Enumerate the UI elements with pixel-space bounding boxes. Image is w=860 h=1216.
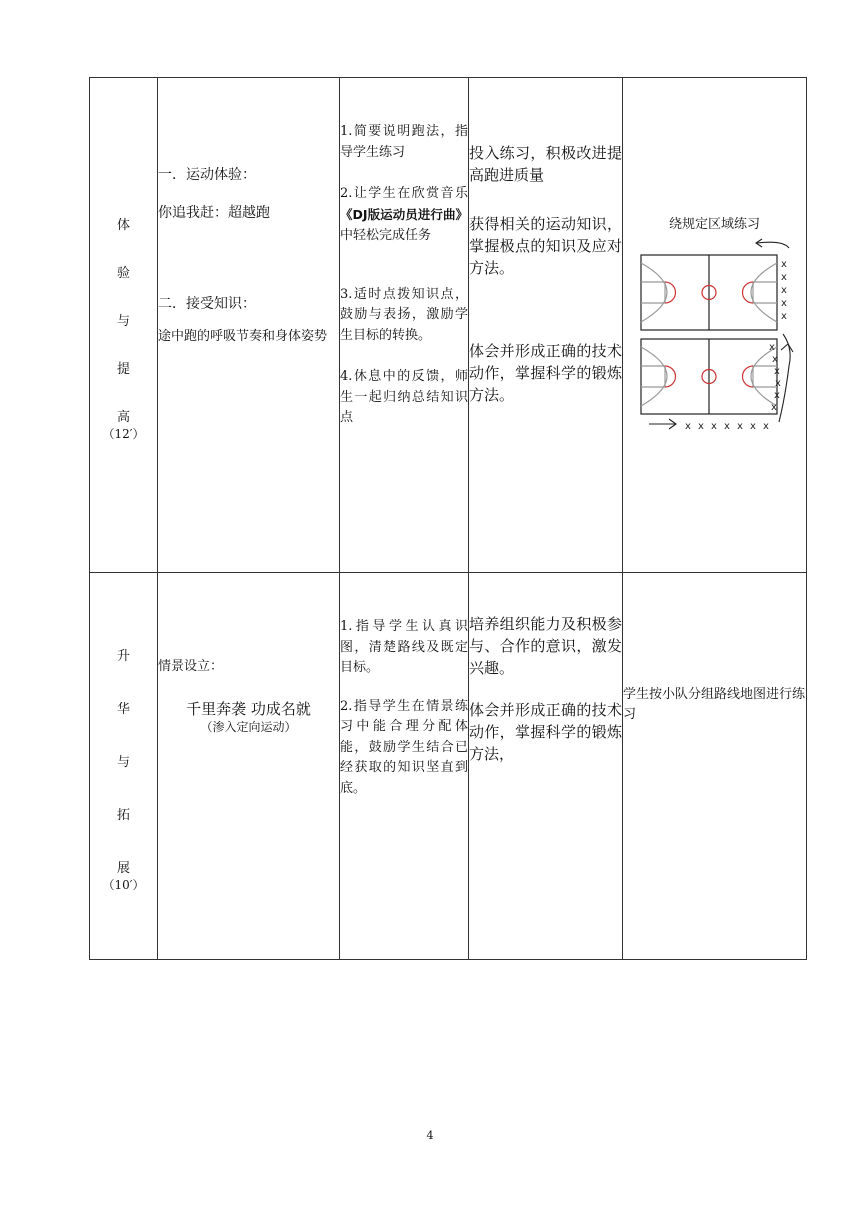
svg-text:x: x — [781, 298, 787, 309]
svg-text:x: x — [750, 421, 756, 432]
scenario-title: 千里奔袭 功成名就 — [186, 700, 311, 718]
section-heading: 情景设立： — [158, 659, 224, 674]
court-diagram — [631, 238, 801, 460]
content-cell — [158, 573, 340, 960]
student-goal: 体会并形成正确的技术动作，掌握科学的锻炼方法。 — [469, 342, 622, 404]
stage-char: 高 — [116, 410, 130, 425]
stage-char: 华 — [116, 702, 130, 717]
teacher-activity-cell — [340, 78, 469, 573]
content-cell — [158, 78, 340, 573]
stage-char: 拓 — [116, 808, 130, 823]
stage-char: 验 — [116, 266, 130, 281]
svg-text:x: x — [781, 259, 787, 270]
lesson-plan-table — [89, 77, 807, 960]
svg-text:x: x — [763, 421, 769, 432]
teacher-activity-cell — [340, 573, 469, 960]
stage-char: 提 — [116, 362, 130, 377]
svg-text:x: x — [781, 272, 787, 283]
stage-char: 与 — [116, 314, 130, 329]
student-activity-cell — [469, 573, 623, 960]
basketball-court-bottom — [641, 339, 777, 414]
teacher-step: 2.指导学生在情景练习中能合理分配体能，鼓励学生结合已经获取的知识坚直到底。 — [340, 698, 468, 796]
student-goal: 获得相关的运动知识，掌握极点的知识及应对方法。 — [469, 215, 622, 277]
stage-cell — [90, 573, 158, 960]
page-number: 4 — [426, 1129, 434, 1142]
teacher-step: 4.休息中的反馈，师生一起归纳总结知识点 — [340, 369, 468, 425]
student-goal: 体会并形成正确的技术动作，掌握科学的锻炼方法， — [469, 701, 622, 763]
svg-text:x: x — [774, 366, 780, 377]
student-activity-cell — [469, 78, 623, 573]
basketball-court-top — [641, 255, 777, 330]
stage-cell — [90, 78, 158, 573]
svg-text:x: x — [698, 421, 704, 432]
stage-time: （12′） — [102, 427, 145, 441]
organization-title: 绕规定区域练习 — [668, 217, 760, 232]
svg-text:x: x — [772, 354, 778, 365]
stage-time: （10′） — [102, 878, 145, 892]
svg-text:x: x — [781, 311, 787, 322]
table-row — [90, 78, 807, 573]
svg-text:x: x — [724, 421, 730, 432]
svg-text:x: x — [781, 285, 787, 296]
svg-text:x: x — [711, 421, 717, 432]
stage-char: 展 — [116, 861, 130, 876]
teacher-step: 3.适时点拨知识点，鼓励与表扬，激励学生目标的转换。 — [340, 286, 468, 343]
svg-text:x: x — [685, 421, 691, 432]
stage-char: 与 — [116, 755, 130, 770]
stage-char: 体 — [116, 218, 130, 233]
teacher-step: 1.指导学生认真识图，清楚路线及既定目标。 — [340, 619, 468, 675]
organization-cell — [623, 573, 807, 960]
student-goal: 培养组织能力及积极参与、合作的意识，激发兴趣。 — [469, 615, 622, 677]
svg-text:x: x — [769, 342, 775, 353]
table-row — [90, 573, 807, 960]
running-path — [649, 239, 793, 429]
svg-text:x: x — [774, 390, 780, 401]
activity-title: 你追我赶：超越跑 — [158, 205, 270, 221]
knowledge-text: 途中跑的呼吸节奏和身体姿势 — [158, 329, 328, 344]
svg-text:x: x — [771, 402, 777, 413]
teacher-step — [340, 184, 468, 247]
teacher-step-text: 2.让学生在欣赏音乐 — [340, 186, 468, 201]
student-markers — [685, 259, 787, 432]
section-heading: 一．运动体验： — [158, 167, 256, 183]
svg-text:x: x — [775, 378, 781, 389]
teacher-step: 1.简要说明跑法，指导学生练习 — [340, 124, 468, 160]
organization-text: 学生按小队分组路线地图进行练习 — [623, 687, 806, 722]
teacher-step-text: 中轻松完成任务 — [340, 228, 432, 243]
svg-text:x: x — [737, 421, 743, 432]
student-goal: 投入练习，积极改进提高跑进质量 — [469, 144, 622, 184]
organization-cell — [623, 78, 807, 573]
section-heading: 二．接受知识： — [158, 296, 256, 312]
music-title: 《DJ版运动员进行曲》 — [340, 206, 468, 222]
scenario-subtitle: （渗入定向运动） — [200, 720, 297, 734]
stage-char: 升 — [116, 649, 130, 664]
